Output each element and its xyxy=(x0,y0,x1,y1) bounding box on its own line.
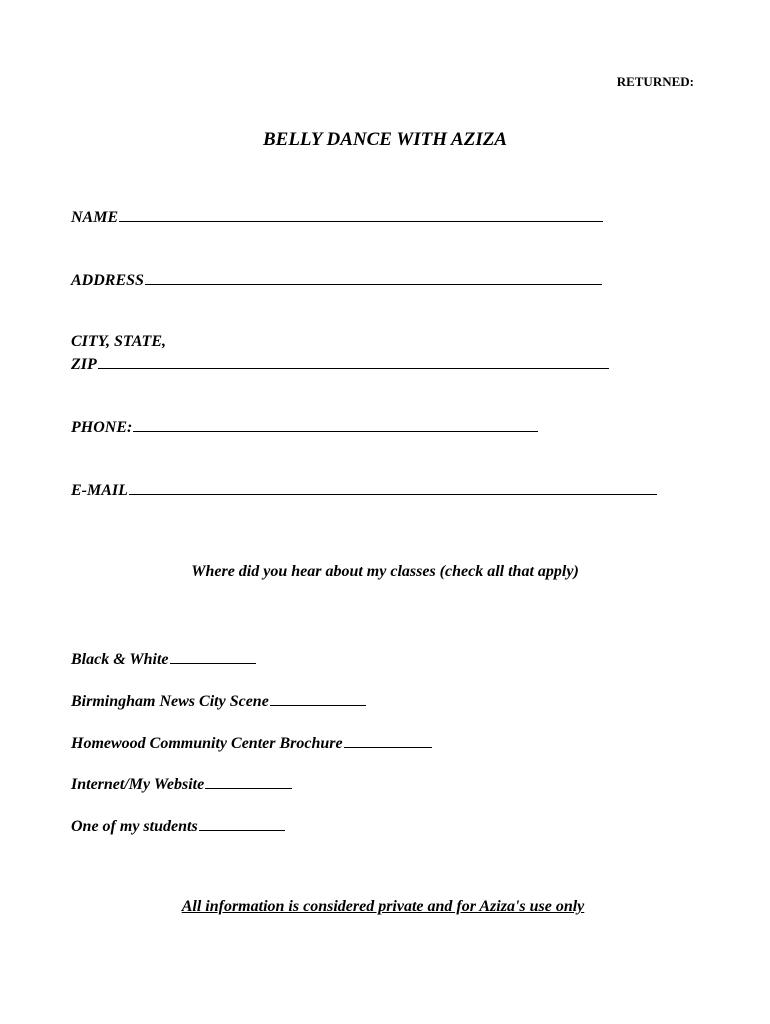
city-state-field xyxy=(71,331,166,353)
phone-field xyxy=(71,416,538,439)
name-field xyxy=(71,206,603,229)
address-label: ADDRESS xyxy=(71,272,144,289)
source-item xyxy=(71,815,285,836)
name-label: NAME xyxy=(71,209,119,226)
source-checkbox-line[interactable] xyxy=(199,815,285,831)
email-field xyxy=(71,479,657,502)
source-question: Where did you hear about my classes (check all that apply) xyxy=(191,563,579,580)
name-blank-line[interactable] xyxy=(119,206,603,222)
email-label: E-MAIL xyxy=(71,482,128,499)
zip-field xyxy=(71,353,609,376)
source-item xyxy=(71,773,292,794)
source-label: Homewood Community Center Brochure xyxy=(71,735,343,752)
source-checkbox-line[interactable] xyxy=(344,732,432,748)
source-item xyxy=(71,648,256,669)
phone-label: PHONE: xyxy=(71,419,133,436)
city-state-label: CITY, STATE, xyxy=(71,333,166,350)
phone-blank-line[interactable] xyxy=(133,416,538,432)
zip-label: ZIP xyxy=(71,356,97,373)
privacy-note xyxy=(0,898,770,916)
source-label: One of my students xyxy=(71,818,198,835)
returned-label: RETURNED: xyxy=(616,74,694,89)
source-label: Birmingham News City Scene xyxy=(71,693,269,710)
city-state-zip-blank-line[interactable] xyxy=(98,353,609,369)
source-label: Black & White xyxy=(71,651,169,668)
source-item xyxy=(71,732,432,753)
email-blank-line[interactable] xyxy=(129,479,657,495)
source-checkbox-line[interactable] xyxy=(170,648,256,664)
source-checkbox-line[interactable] xyxy=(270,690,366,706)
source-label: Internet/My Website xyxy=(71,776,205,793)
source-checkbox-line[interactable] xyxy=(205,773,292,789)
address-blank-line[interactable] xyxy=(145,269,602,285)
privacy-note-text: All information is considered private and for Aziza's use only xyxy=(181,898,585,915)
form-title: BELLY DANCE WITH AZIZA xyxy=(262,129,508,150)
address-field xyxy=(71,269,602,292)
source-item xyxy=(71,690,366,711)
